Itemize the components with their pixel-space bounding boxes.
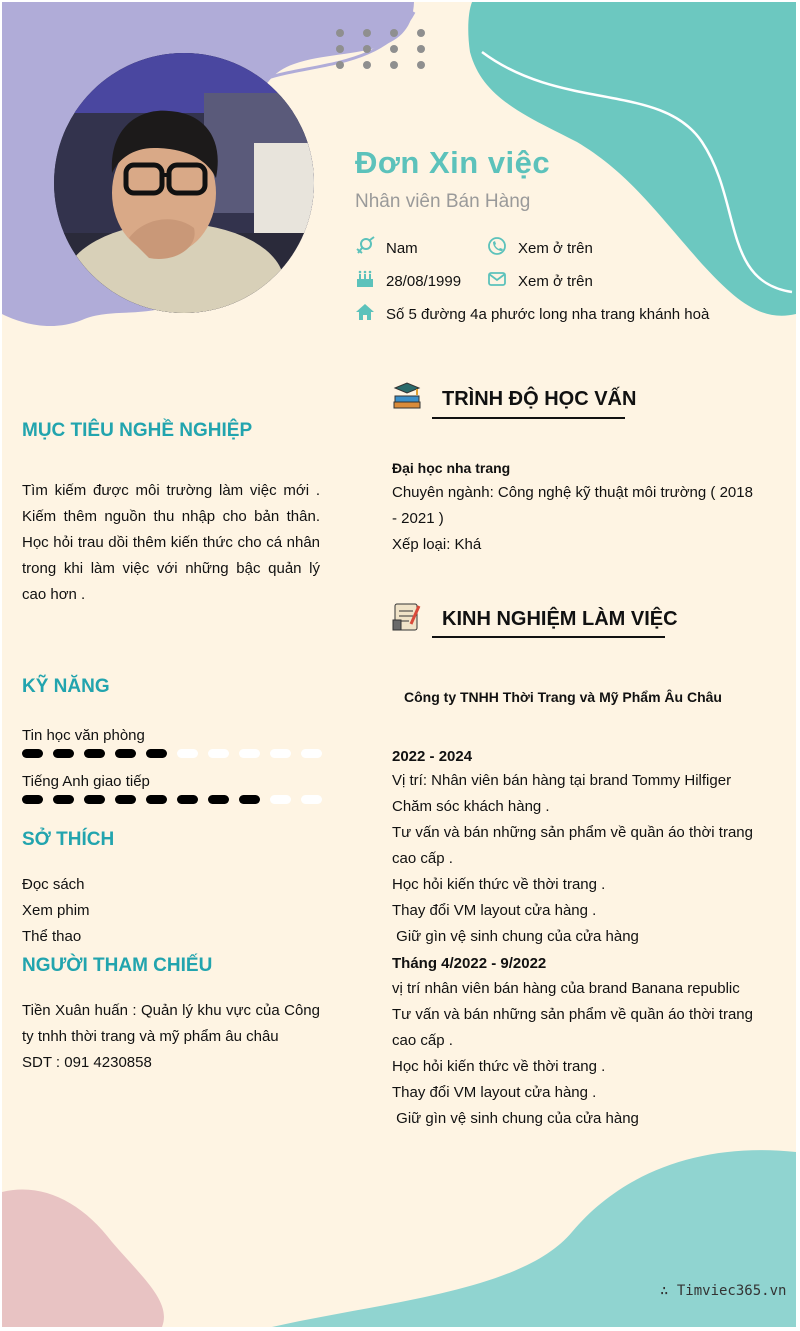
skill-dash-empty: [270, 749, 291, 758]
watermark: [660, 1283, 786, 1299]
experience-clipboard-icon: [391, 600, 423, 632]
skill-dash-filled: [22, 795, 43, 804]
gender-icon: [355, 236, 375, 256]
skill-dash-empty: [208, 749, 229, 758]
birthday-cake-icon: [355, 269, 375, 289]
job-detail-line: Thay đổi VM layout cửa hàng .: [392, 902, 597, 919]
hobby-item: Đọc sách: [22, 876, 85, 893]
job-detail-line: Giữ gìn vệ sinh chung của cửa hàng: [392, 928, 639, 945]
skill-dash-empty: [301, 749, 322, 758]
reference-text: Tiền Xuân huấn : Quản lý khu vực của Công ty tnhh thời trang và mỹ phẩm âu châu: [22, 1002, 320, 1045]
reference-heading: NGƯỜI THAM CHIẾU: [22, 955, 213, 976]
education-heading: TRÌNH ĐỘ HỌC VẤN: [442, 388, 637, 410]
job-detail-line: Vị trí: Nhân viên bán hàng tại brand Tommy Hilfiger: [392, 772, 732, 789]
skill-level-bar: [22, 749, 324, 759]
job-detail-line: Học hỏi kiến thức về thời trang .: [392, 1058, 606, 1075]
skill-dash-filled: [115, 749, 136, 758]
skill-level-bar: [22, 795, 324, 805]
skill-dash-filled: [53, 749, 74, 758]
objective-text: Tìm kiếm được môi trường làm việc mới . Kiếm thêm nguồn thu nhập cho bản thân. Học hỏi trau dồi thêm kiến thức cho cá nhân trong khi làm việc với những bậc quản lý cao hơn .: [22, 482, 320, 603]
skill-dash-empty: [301, 795, 322, 804]
education-major: Chuyên ngành: Công nghệ kỹ thuật môi trường ( 2018 - 2021 ): [392, 484, 753, 527]
job-detail-line: Học hỏi kiến thức về thời trang .: [392, 876, 606, 893]
skill-dash-empty: [177, 749, 198, 758]
skill-dash-empty: [239, 749, 260, 758]
skill-dash-filled: [208, 795, 229, 804]
job-detail-line: vị trí nhân viên bán hàng của brand Banana republic: [392, 980, 740, 997]
address-value: Số 5 đường 4a phước long nha trang khánh hoà: [386, 306, 710, 323]
skill-dash-filled: [84, 795, 105, 804]
birthday-value: 28/08/1999: [386, 273, 462, 290]
skill-dash-filled: [239, 795, 260, 804]
job-detail-line: Tư vấn và bán những sản phẩm về quần áo thời trang cao cấp .: [392, 824, 753, 867]
job-period: Tháng 4/2022 - 9/2022: [392, 955, 547, 972]
watermark-text: Timviec365.vn: [676, 1283, 787, 1299]
skill-dash-filled: [115, 795, 136, 804]
skills-heading: KỸ NĂNG: [22, 676, 110, 697]
avatar: [54, 53, 314, 313]
job-detail-line: Chăm sóc khách hàng .: [392, 798, 550, 815]
hobby-item: Xem phim: [22, 902, 90, 919]
job-subtitle: Nhân viên Bán Hàng: [355, 191, 531, 212]
hobby-item: Thể thao: [22, 928, 82, 945]
page-title: Đơn Xin việc: [355, 145, 551, 180]
phone-value: Xem ở trên: [518, 240, 593, 257]
hobbies-heading: SỞ THÍCH: [22, 829, 115, 850]
skill-dash-filled: [22, 749, 43, 758]
skill-dash-filled: [53, 795, 74, 804]
education-underline: [432, 417, 625, 419]
skill-dash-empty: [270, 795, 291, 804]
job-period: 2022 - 2024: [392, 748, 473, 765]
reference-phone: SDT : 091 4230858: [22, 1054, 152, 1071]
skill-name: Tin học văn phòng: [22, 727, 145, 744]
phone-icon: [487, 236, 507, 256]
cv-page: [2, 2, 796, 1327]
skill-name: Tiếng Anh giao tiếp: [22, 773, 150, 790]
experience-underline: [432, 636, 665, 638]
skill-dash-filled: [84, 749, 105, 758]
experience-heading: KINH NGHIỆM LÀM VIỆC: [442, 608, 678, 630]
company-name: Công ty TNHH Thời Trang và Mỹ Phẩm Âu Châu: [404, 689, 722, 705]
skill-dash-filled: [146, 749, 167, 758]
school-name: Đại học nha trang: [392, 460, 511, 476]
skill-dash-filled: [177, 795, 198, 804]
objective-heading: MỤC TIÊU NGHỀ NGHIỆP: [22, 420, 253, 441]
education-grade: Xếp loại: Khá: [392, 536, 482, 553]
job-detail-line: Giữ gìn vệ sinh chung của cửa hàng: [392, 1110, 639, 1127]
watermark-logo-icon: ∴: [660, 1283, 677, 1299]
home-icon: [355, 302, 375, 322]
email-value: Xem ở trên: [518, 273, 593, 290]
job-detail-line: Tư vấn và bán những sản phẩm về quần áo thời trang cao cấp .: [392, 1006, 753, 1049]
email-icon: [487, 269, 507, 289]
gender-value: Nam: [386, 240, 418, 257]
education-books-icon: [391, 380, 423, 412]
skill-dash-filled: [146, 795, 167, 804]
job-detail-line: Thay đổi VM layout cửa hàng .: [392, 1084, 597, 1101]
